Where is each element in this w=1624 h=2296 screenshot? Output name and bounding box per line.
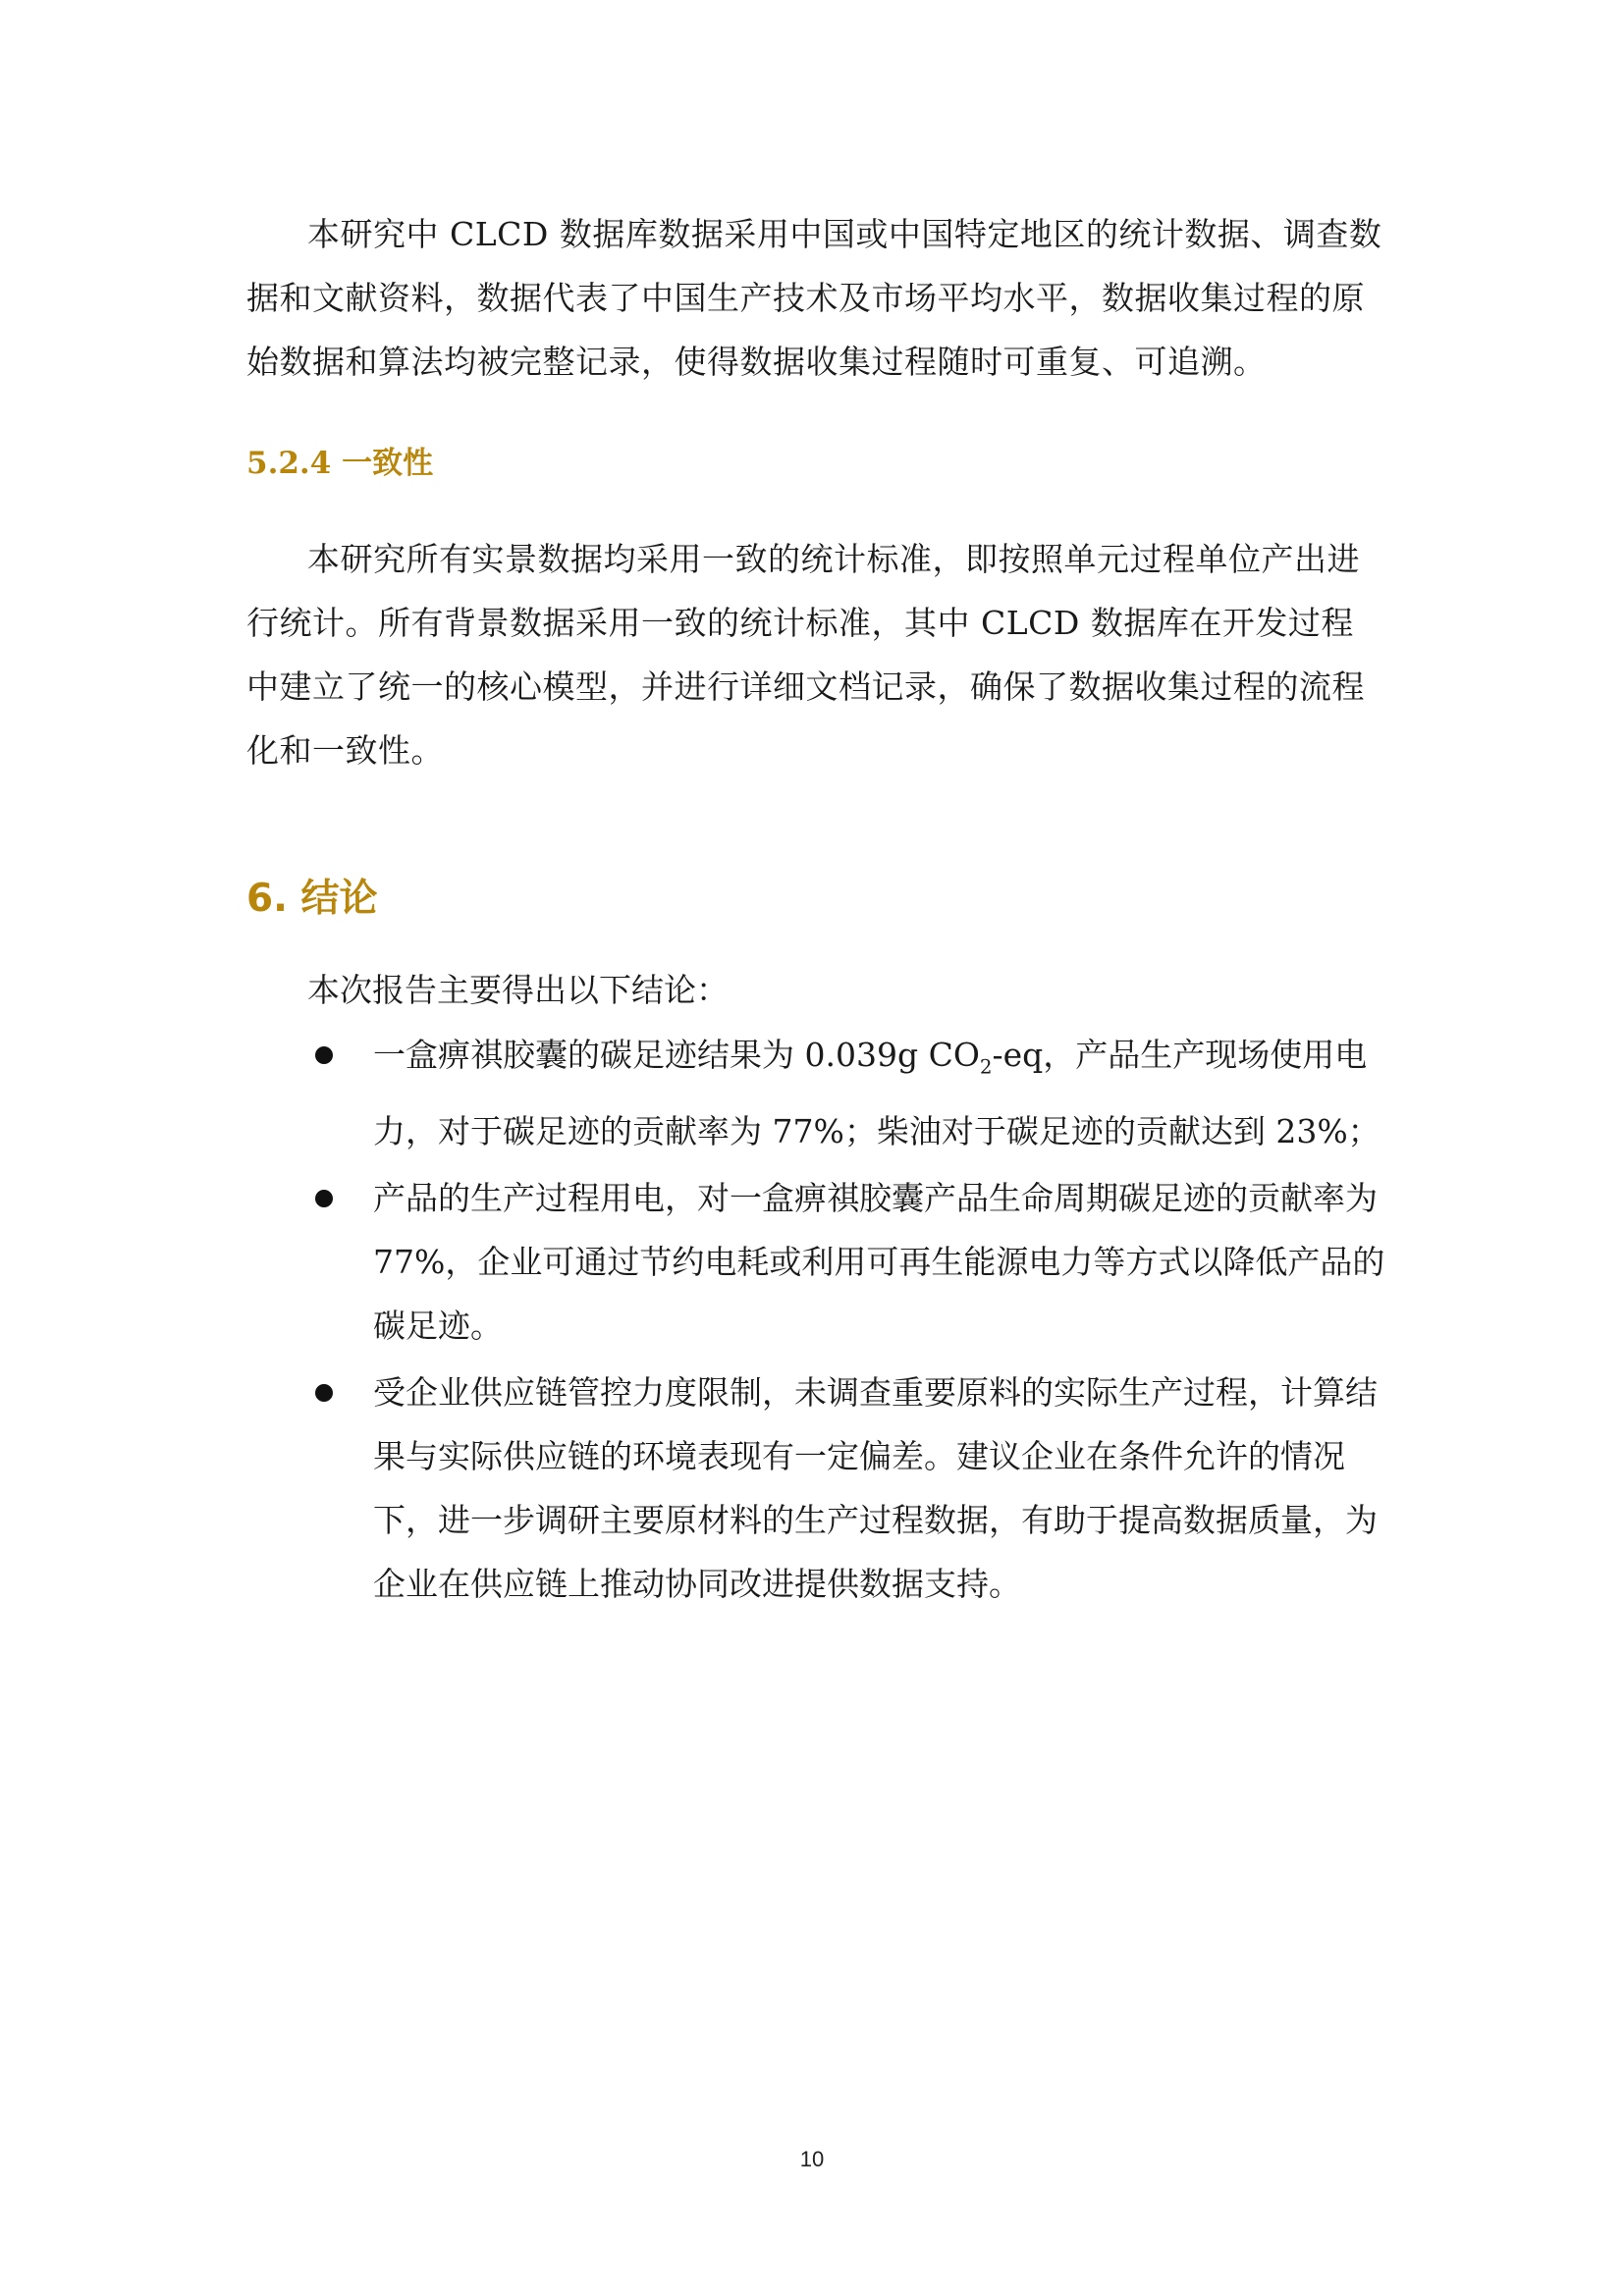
bullet-text-2: 产品的生产过程用电，对一盒痹祺胶囊产品生命周期碳足迹的贡献率为 77%，企业可通过节约电耗或利用可再生能源电力等方式以降低产品的碳足迹。 [373,1178,1385,1345]
paragraph-consistency: 本研究所有实景数据均采用一致的统计标准，即按照单元过程单位产出进行统计。所有背景数据采用一致的统计标准，其中 CLCD 数据库在开发过程中建立了统一的核心模型，并进行详细文档记录，确保了数据收集过程的流程化和一致性。 [246,540,1365,770]
bullet-text-3: 受企业供应链管控力度限制，未调查重要原料的实际生产过程，计算结果与实际供应链的环境表现有一定偏差。建议企业在条件允许的情况下，进一步调研主要原材料的生产过程数据，有助于提高数据质量，为企业在供应链上推动协同改进提供数据支持。 [373,1372,1378,1603]
bullet-text-1 [373,1036,1380,1150]
bullet-icon [315,1384,333,1402]
section-heading-conclusion: 6. 结论 [246,877,378,921]
bullet-1-subscript: 2 [979,1055,993,1079]
conclusion-list [307,1023,1397,1619]
bullet-1-text-post: -eq，产品生产现场使用电力，对于碳足迹的贡献率为 77%；柴油对于碳足迹的贡献达到 23%； [373,1036,1380,1150]
list-item [307,1361,1397,1616]
section-heading-consistency: 5.2.4 一致性 [246,446,434,481]
bullet-icon [315,1190,333,1207]
page-number: 10 [799,2147,825,2171]
bullet-1-text-pre: 一盒痹祺胶囊的碳足迹结果为 0.039g CO [373,1036,980,1074]
bullet-icon [315,1046,333,1064]
list-item [307,1166,1397,1358]
paragraph-data-sources: 本研究中 CLCD 数据库数据采用中国或中国特定地区的统计数据、调查数据和文献资料，数据代表了中国生产技术及市场平均水平，数据收集过程的原始数据和算法均被完整记录，使得数据收集过程随时可重复、可追溯。 [246,215,1382,381]
list-item [307,1023,1397,1163]
conclusion-intro: 本次报告主要得出以下结论： [307,971,729,1009]
